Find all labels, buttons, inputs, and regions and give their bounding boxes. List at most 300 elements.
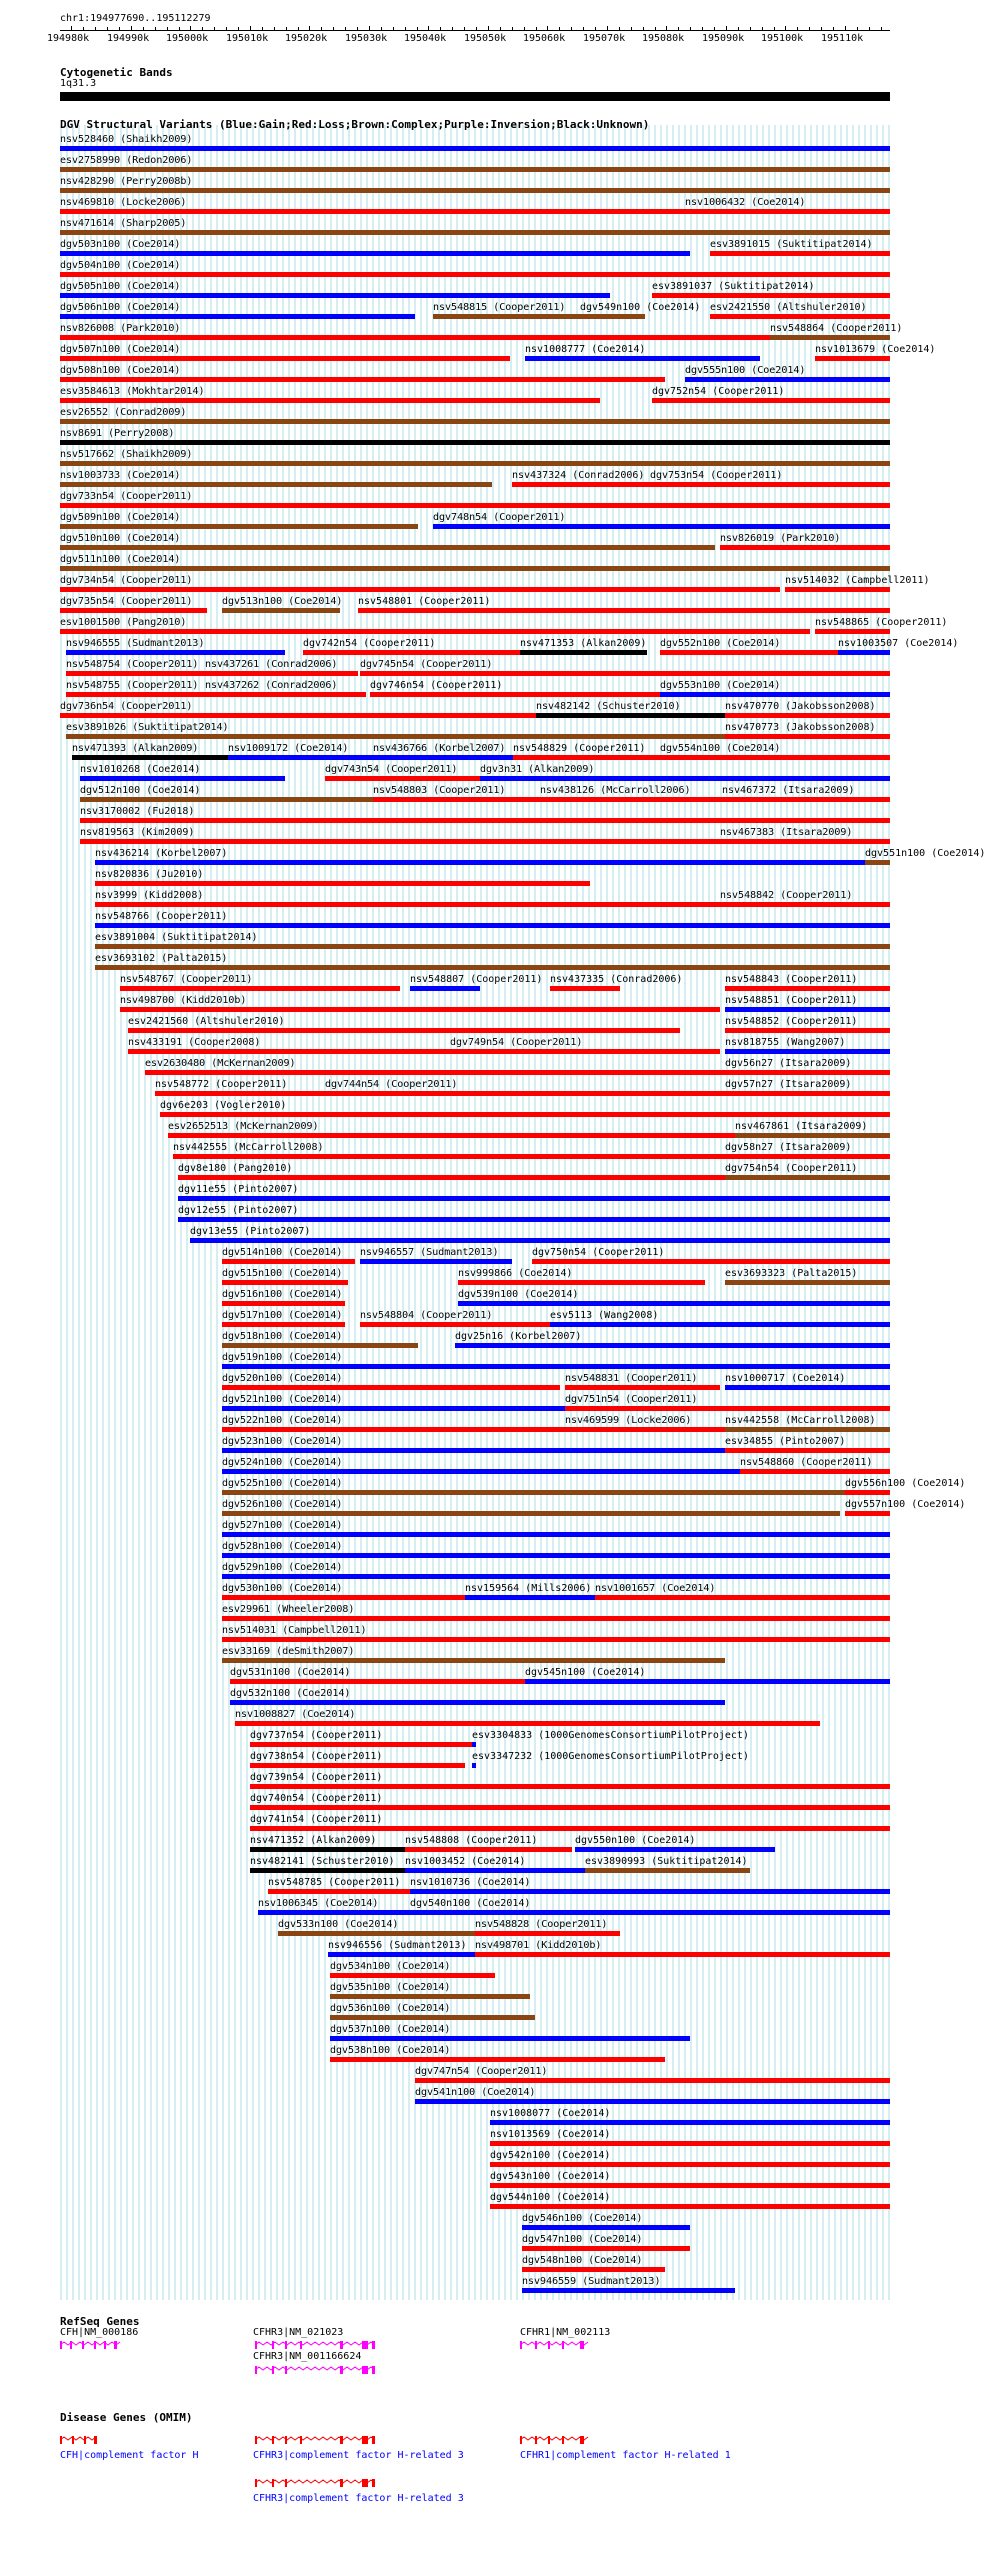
sv-feature-bar[interactable] [222, 1385, 560, 1390]
sv-feature-bar[interactable] [415, 2099, 890, 2104]
sv-feature-label[interactable]: nsv1009172 (Coe2014) [228, 743, 349, 754]
sv-feature-bar[interactable] [60, 440, 890, 445]
sv-feature-label[interactable]: nsv548804 (Cooper2011) [360, 1310, 493, 1321]
sv-feature-label[interactable]: nsv548842 (Cooper2011) [720, 890, 853, 901]
sv-feature-bar[interactable] [595, 1595, 890, 1600]
sv-feature-bar[interactable] [565, 1427, 725, 1432]
sv-feature-bar[interactable] [222, 1574, 890, 1579]
sv-feature-bar[interactable] [168, 1133, 735, 1138]
sv-feature-label[interactable]: esv2630480 (McKernan2009) [145, 1058, 296, 1069]
sv-feature-bar[interactable] [660, 692, 890, 697]
sv-feature-bar[interactable] [60, 419, 890, 424]
cytoband-bar[interactable] [60, 92, 890, 101]
sv-feature-label[interactable]: nsv1010736 (Coe2014) [410, 1877, 531, 1888]
sv-feature-bar[interactable] [720, 839, 890, 844]
sv-feature-bar[interactable] [178, 1196, 890, 1201]
sv-feature-label[interactable]: dgv750n54 (Cooper2011) [532, 1247, 665, 1258]
sv-feature-label[interactable]: dgv514n100 (Coe2014) [222, 1247, 343, 1258]
sv-feature-label[interactable]: dgv554n100 (Coe2014) [660, 743, 781, 754]
sv-feature-label[interactable]: nsv946559 (Sudmant2013) [522, 2276, 661, 2287]
sv-feature-label[interactable]: nsv437261 (Conrad2006) [205, 659, 338, 670]
sv-feature-label[interactable]: nsv548766 (Cooper2011) [95, 911, 228, 922]
sv-feature-label[interactable]: dgv524n100 (Coe2014) [222, 1457, 343, 1468]
sv-feature-bar[interactable] [66, 671, 205, 676]
sv-feature-label[interactable]: esv3347232 (1000GenomesConsortiumPilotProject) [472, 1751, 749, 1762]
sv-feature-bar[interactable] [250, 1784, 890, 1789]
sv-feature-bar[interactable] [540, 797, 722, 802]
sv-feature-bar[interactable] [95, 965, 890, 970]
sv-feature-bar[interactable] [95, 923, 890, 928]
sv-feature-bar[interactable] [60, 335, 770, 340]
sv-feature-bar[interactable] [725, 734, 890, 739]
sv-feature-label[interactable]: dgv526n100 (Coe2014) [222, 1499, 343, 1510]
sv-feature-bar[interactable] [405, 1847, 572, 1852]
sv-feature-label[interactable]: nsv826019 (Park2010) [720, 533, 841, 544]
sv-feature-label[interactable]: nsv548755 (Cooper2011) [66, 680, 199, 691]
sv-feature-label[interactable]: nsv819563 (Kim2009) [80, 827, 195, 838]
sv-feature-bar[interactable] [565, 1406, 890, 1411]
sv-feature-label[interactable]: nsv467383 (Itsara2009) [720, 827, 853, 838]
sv-feature-label[interactable]: esv33169 (deSmith2007) [222, 1646, 355, 1657]
sv-feature-label[interactable]: nsv1003452 (Coe2014) [405, 1856, 526, 1867]
sv-feature-label[interactable]: esv3693323 (Palta2015) [725, 1268, 858, 1279]
sv-feature-label[interactable]: nsv820836 (Ju2010) [95, 869, 204, 880]
sv-feature-bar[interactable] [95, 902, 720, 907]
sv-feature-bar[interactable] [725, 1427, 890, 1432]
sv-feature-label[interactable]: dgv549n100 (Coe2014) [580, 302, 701, 313]
sv-feature-label[interactable]: nsv548829 (Cooper2011) [513, 743, 646, 754]
sv-feature-bar[interactable] [550, 986, 620, 991]
sv-feature-label[interactable]: nsv482142 (Schuster2010) [536, 701, 681, 712]
sv-feature-bar[interactable] [205, 692, 366, 697]
sv-feature-bar[interactable] [145, 1070, 725, 1075]
sv-feature-label[interactable]: nsv442558 (McCarroll2008) [725, 1415, 876, 1426]
sv-feature-bar[interactable] [410, 1889, 890, 1894]
sv-feature-bar[interactable] [710, 314, 890, 319]
sv-feature-bar[interactable] [475, 1931, 620, 1936]
sv-feature-bar[interactable] [370, 692, 660, 697]
sv-feature-bar[interactable] [66, 650, 285, 655]
omim-gene-label[interactable]: CFHR3|complement factor H-related 3 [253, 2493, 464, 2504]
sv-feature-bar[interactable] [325, 1091, 725, 1096]
sv-feature-bar[interactable] [580, 314, 645, 319]
sv-feature-bar[interactable] [512, 482, 650, 487]
sv-feature-label[interactable]: nsv1001657 (Coe2014) [595, 1583, 716, 1594]
sv-feature-bar[interactable] [173, 1154, 725, 1159]
sv-feature-label[interactable]: dgv754n54 (Cooper2011) [725, 1163, 858, 1174]
sv-feature-label[interactable]: dgv541n100 (Coe2014) [415, 2087, 536, 2098]
sv-feature-label[interactable]: dgv523n100 (Coe2014) [222, 1436, 343, 1447]
sv-feature-bar[interactable] [722, 797, 890, 802]
sv-feature-bar[interactable] [120, 986, 400, 991]
sv-feature-label[interactable]: dgv511n100 (Coe2014) [60, 554, 181, 565]
sv-feature-label[interactable]: dgv551n100 (Coe2014) [865, 848, 985, 859]
sv-feature-label[interactable]: dgv539n100 (Coe2014) [458, 1289, 579, 1300]
sv-feature-bar[interactable] [80, 797, 373, 802]
sv-feature-label[interactable]: nsv548815 (Cooper2011) [433, 302, 566, 313]
sv-feature-bar[interactable] [128, 1028, 680, 1033]
sv-feature-bar[interactable] [60, 314, 415, 319]
sv-feature-label[interactable]: dgv546n100 (Coe2014) [522, 2213, 643, 2224]
sv-feature-label[interactable]: nsv437324 (Conrad2006) [512, 470, 645, 481]
sv-feature-bar[interactable] [433, 314, 580, 319]
sv-feature-label[interactable]: dgv550n100 (Coe2014) [575, 1835, 696, 1846]
sv-feature-label[interactable]: dgv743n54 (Cooper2011) [325, 764, 458, 775]
sv-feature-label[interactable]: dgv556n100 (Coe2014) [845, 1478, 966, 1489]
sv-feature-label[interactable]: nsv548808 (Cooper2011) [405, 1835, 538, 1846]
sv-feature-label[interactable]: nsv467861 (Itsara2009) [735, 1121, 868, 1132]
sv-feature-bar[interactable] [178, 1175, 725, 1180]
sv-feature-label[interactable]: nsv548831 (Cooper2011) [565, 1373, 698, 1384]
sv-feature-label[interactable]: dgv752n54 (Cooper2011) [652, 386, 785, 397]
sv-feature-bar[interactable] [490, 2162, 890, 2167]
sv-feature-label[interactable]: nsv471393 (Alkan2009) [72, 743, 199, 754]
sv-feature-bar[interactable] [433, 524, 890, 529]
sv-feature-bar[interactable] [725, 1154, 890, 1159]
sv-feature-bar[interactable] [720, 545, 890, 550]
sv-feature-bar[interactable] [60, 461, 890, 466]
sv-feature-bar[interactable] [815, 629, 890, 634]
sv-feature-bar[interactable] [725, 1049, 890, 1054]
sv-feature-bar[interactable] [845, 1490, 890, 1495]
sv-feature-label[interactable]: dgv552n100 (Coe2014) [660, 638, 781, 649]
sv-feature-bar[interactable] [268, 1889, 410, 1894]
sv-feature-bar[interactable] [410, 1910, 890, 1915]
sv-feature-bar[interactable] [120, 1007, 720, 1012]
sv-feature-label[interactable]: dgv530n100 (Coe2014) [222, 1583, 343, 1594]
sv-feature-label[interactable]: nsv470770 (Jakobsson2008) [725, 701, 876, 712]
sv-feature-bar[interactable] [128, 1049, 450, 1054]
sv-feature-label[interactable]: dgv513n100 (Coe2014) [222, 596, 343, 607]
sv-feature-label[interactable]: dgv741n54 (Cooper2011) [250, 1814, 383, 1825]
sv-feature-label[interactable]: dgv13e55 (Pinto2007) [190, 1226, 311, 1237]
sv-feature-bar[interactable] [710, 251, 890, 256]
sv-feature-bar[interactable] [60, 566, 890, 571]
sv-feature-bar[interactable] [650, 482, 890, 487]
sv-feature-label[interactable]: dgv737n54 (Cooper2011) [250, 1730, 383, 1741]
sv-feature-label[interactable]: dgv25n16 (Korbel2007) [455, 1331, 582, 1342]
sv-feature-label[interactable]: nsv514032 (Campbell2011) [785, 575, 930, 586]
sv-feature-label[interactable]: nsv548864 (Cooper2011) [770, 323, 903, 334]
sv-feature-label[interactable]: nsv946557 (Sudmant2013) [360, 1247, 499, 1258]
sv-feature-label[interactable]: dgv3n31 (Alkan2009) [480, 764, 595, 775]
sv-feature-bar[interactable] [95, 860, 865, 865]
sv-feature-label[interactable]: dgv8e180 (Pang2010) [178, 1163, 293, 1174]
sv-feature-bar[interactable] [480, 776, 890, 781]
sv-feature-bar[interactable] [770, 335, 890, 340]
sv-feature-label[interactable]: nsv482141 (Schuster2010) [250, 1856, 395, 1867]
sv-feature-label[interactable]: nsv548865 (Cooper2011) [815, 617, 948, 628]
sv-feature-bar[interactable] [222, 1301, 345, 1306]
sv-feature-label[interactable]: dgv12e55 (Pinto2007) [178, 1205, 299, 1216]
sv-feature-bar[interactable] [660, 755, 890, 760]
sv-feature-label[interactable]: dgv746n54 (Cooper2011) [370, 680, 503, 691]
sv-feature-bar[interactable] [522, 2288, 735, 2293]
sv-feature-label[interactable]: esv34855 (Pinto2007) [725, 1436, 846, 1447]
sv-feature-label[interactable]: nsv428290 (Perry2008b) [60, 176, 193, 187]
sv-feature-label[interactable]: nsv548860 (Cooper2011) [740, 1457, 873, 1468]
sv-feature-label[interactable]: dgv510n100 (Coe2014) [60, 533, 181, 544]
sv-feature-bar[interactable] [60, 587, 780, 592]
sv-feature-bar[interactable] [60, 167, 890, 172]
sv-feature-bar[interactable] [490, 2204, 890, 2209]
sv-feature-bar[interactable] [250, 1826, 890, 1831]
sv-feature-bar[interactable] [330, 2015, 535, 2020]
sv-feature-bar[interactable] [455, 1343, 890, 1348]
sv-feature-label[interactable]: dgv11e55 (Pinto2007) [178, 1184, 299, 1195]
sv-feature-label[interactable]: dgv57n27 (Itsara2009) [725, 1079, 852, 1090]
sv-feature-bar[interactable] [80, 839, 720, 844]
sv-feature-label[interactable]: nsv548754 (Cooper2011) [66, 659, 199, 670]
sv-feature-bar[interactable] [222, 1448, 725, 1453]
sv-feature-bar[interactable] [725, 1070, 890, 1075]
sv-feature-bar[interactable] [222, 1490, 845, 1495]
sv-feature-label[interactable]: nsv548851 (Cooper2011) [725, 995, 858, 1006]
sv-feature-bar[interactable] [328, 1952, 475, 1957]
sv-feature-bar[interactable] [95, 881, 590, 886]
sv-feature-label[interactable]: nsv1003733 (Coe2014) [60, 470, 181, 481]
sv-feature-bar[interactable] [525, 356, 760, 361]
sv-feature-label[interactable]: nsv548785 (Cooper2011) [268, 1877, 401, 1888]
sv-feature-label[interactable]: nsv946556 (Sudmant2013) [328, 1940, 467, 1951]
sv-feature-bar[interactable] [222, 1553, 890, 1558]
sv-feature-label[interactable]: dgv548n100 (Coe2014) [522, 2255, 643, 2266]
sv-feature-bar[interactable] [95, 944, 890, 949]
sv-feature-label[interactable]: esv3304833 (1000GenomesConsortiumPilotProject) [472, 1730, 749, 1741]
sv-feature-bar[interactable] [410, 986, 480, 991]
sv-feature-label[interactable]: dgv751n54 (Cooper2011) [565, 1394, 698, 1405]
sv-feature-label[interactable]: esv3693102 (Palta2015) [95, 953, 228, 964]
sv-feature-bar[interactable] [250, 1763, 465, 1768]
sv-feature-label[interactable]: esv2421550 (Altshuler2010) [710, 302, 867, 313]
sv-feature-label[interactable]: dgv536n100 (Coe2014) [330, 2003, 451, 2014]
sv-feature-label[interactable]: nsv437335 (Conrad2006) [550, 974, 683, 985]
sv-feature-bar[interactable] [358, 608, 890, 613]
sv-feature-bar[interactable] [155, 1091, 325, 1096]
sv-feature-bar[interactable] [725, 1091, 890, 1096]
sv-feature-label[interactable]: nsv548828 (Cooper2011) [475, 1919, 608, 1930]
sv-feature-label[interactable]: nsv498701 (Kidd2010b) [475, 1940, 602, 1951]
sv-feature-bar[interactable] [178, 1217, 890, 1222]
sv-feature-label[interactable]: nsv548852 (Cooper2011) [725, 1016, 858, 1027]
sv-feature-label[interactable]: nsv471352 (Alkan2009) [250, 1835, 377, 1846]
sv-feature-bar[interactable] [550, 1322, 890, 1327]
sv-feature-bar[interactable] [450, 1049, 720, 1054]
sv-feature-label[interactable]: dgv512n100 (Coe2014) [80, 785, 201, 796]
sv-feature-bar[interactable] [845, 1511, 890, 1516]
sv-feature-label[interactable]: nsv548801 (Cooper2011) [358, 596, 491, 607]
sv-feature-bar[interactable] [66, 734, 725, 739]
sv-feature-bar[interactable] [405, 1868, 585, 1873]
sv-feature-label[interactable]: dgv58n27 (Itsara2009) [725, 1142, 852, 1153]
sv-feature-bar[interactable] [222, 1259, 355, 1264]
sv-feature-bar[interactable] [685, 377, 890, 382]
sv-feature-label[interactable]: dgv531n100 (Coe2014) [230, 1667, 351, 1678]
sv-feature-bar[interactable] [360, 671, 890, 676]
sv-feature-bar[interactable] [522, 2246, 690, 2251]
sv-feature-label[interactable]: dgv748n54 (Cooper2011) [433, 512, 566, 523]
sv-feature-label[interactable]: nsv548807 (Cooper2011) [410, 974, 543, 985]
sv-feature-bar[interactable] [725, 1175, 890, 1180]
sv-feature-label[interactable]: dgv509n100 (Coe2014) [60, 512, 181, 523]
sv-feature-bar[interactable] [278, 1931, 475, 1936]
sv-feature-bar[interactable] [160, 1112, 890, 1117]
sv-feature-bar[interactable] [325, 776, 480, 781]
sv-feature-bar[interactable] [60, 356, 510, 361]
sv-feature-label[interactable]: esv3891037 (Suktitipat2014) [652, 281, 815, 292]
sv-feature-bar[interactable] [725, 1028, 890, 1033]
sv-feature-label[interactable]: dgv540n100 (Coe2014) [410, 1898, 531, 1909]
sv-feature-label[interactable]: dgv739n54 (Cooper2011) [250, 1772, 383, 1783]
sv-feature-bar[interactable] [222, 1469, 740, 1474]
sv-feature-bar[interactable] [725, 1448, 890, 1453]
sv-feature-label[interactable]: nsv999866 (Coe2014) [458, 1268, 573, 1279]
sv-feature-label[interactable]: esv3584613 (Mokhtar2014) [60, 386, 205, 397]
sv-feature-label[interactable]: dgv740n54 (Cooper2011) [250, 1793, 383, 1804]
sv-feature-label[interactable]: dgv747n54 (Cooper2011) [415, 2066, 548, 2077]
sv-feature-bar[interactable] [222, 1532, 890, 1537]
sv-feature-label[interactable]: dgv538n100 (Coe2014) [330, 2045, 451, 2056]
sv-feature-label[interactable]: dgv745n54 (Cooper2011) [360, 659, 493, 670]
omim-gene-label[interactable]: CFHR1|complement factor H-related 1 [520, 2450, 731, 2461]
sv-feature-bar[interactable] [360, 1322, 550, 1327]
sv-feature-label[interactable]: dgv535n100 (Coe2014) [330, 1982, 451, 1993]
sv-feature-label[interactable]: dgv733n54 (Cooper2011) [60, 491, 193, 502]
sv-feature-bar[interactable] [725, 1385, 890, 1390]
sv-feature-bar[interactable] [360, 1259, 512, 1264]
sv-feature-label[interactable]: nsv1008827 (Coe2014) [235, 1709, 356, 1720]
sv-feature-label[interactable]: esv3891015 (Suktitipat2014) [710, 239, 873, 250]
sv-feature-label[interactable]: dgv528n100 (Coe2014) [222, 1541, 343, 1552]
sv-feature-label[interactable]: nsv548803 (Cooper2011) [373, 785, 506, 796]
sv-feature-label[interactable]: esv2652513 (McKernan2009) [168, 1121, 319, 1132]
sv-feature-bar[interactable] [472, 1742, 476, 1747]
sv-feature-bar[interactable] [330, 2057, 665, 2062]
omim-gene-label[interactable]: CFHR3|complement factor H-related 3 [253, 2450, 464, 2461]
sv-feature-label[interactable]: nsv1013569 (Coe2014) [490, 2129, 611, 2140]
sv-feature-bar[interactable] [60, 545, 715, 550]
sv-feature-label[interactable]: nsv467372 (Itsara2009) [722, 785, 855, 796]
sv-feature-label[interactable]: dgv738n54 (Cooper2011) [250, 1751, 383, 1762]
sv-feature-bar[interactable] [475, 1952, 890, 1957]
sv-feature-label[interactable]: nsv469599 (Locke2006) [565, 1415, 692, 1426]
sv-feature-bar[interactable] [785, 587, 890, 592]
sv-feature-label[interactable]: dgv506n100 (Coe2014) [60, 302, 181, 313]
sv-feature-label[interactable]: dgv534n100 (Coe2014) [330, 1961, 451, 1972]
sv-feature-bar[interactable] [652, 398, 890, 403]
sv-feature-label[interactable]: dgv521n100 (Coe2014) [222, 1394, 343, 1405]
sv-feature-label[interactable]: dgv753n54 (Cooper2011) [650, 470, 783, 481]
sv-feature-label[interactable]: dgv507n100 (Coe2014) [60, 344, 181, 355]
sv-feature-bar[interactable] [303, 650, 520, 655]
sv-feature-label[interactable]: nsv470773 (Jakobsson2008) [725, 722, 876, 733]
sv-feature-label[interactable]: dgv545n100 (Coe2014) [525, 1667, 646, 1678]
sv-feature-label[interactable]: dgv515n100 (Coe2014) [222, 1268, 343, 1279]
sv-feature-bar[interactable] [258, 1910, 410, 1915]
sv-feature-label[interactable]: dgv544n100 (Coe2014) [490, 2192, 611, 2203]
sv-feature-label[interactable]: nsv1008777 (Coe2014) [525, 344, 646, 355]
sv-feature-label[interactable]: nsv1003507 (Coe2014) [838, 638, 959, 649]
sv-feature-label[interactable]: dgv555n100 (Coe2014) [685, 365, 806, 376]
sv-feature-label[interactable]: dgv529n100 (Coe2014) [222, 1562, 343, 1573]
sv-feature-label[interactable]: dgv736n54 (Cooper2011) [60, 701, 193, 712]
sv-feature-label[interactable]: esv2421560 (Altshuler2010) [128, 1016, 285, 1027]
sv-feature-label[interactable]: nsv3170002 (Fu2018) [80, 806, 195, 817]
sv-feature-label[interactable]: dgv56n27 (Itsara2009) [725, 1058, 852, 1069]
sv-feature-label[interactable]: dgv749n54 (Cooper2011) [450, 1037, 583, 1048]
sv-feature-label[interactable]: nsv826008 (Park2010) [60, 323, 181, 334]
sv-feature-bar[interactable] [532, 1259, 890, 1264]
sv-feature-label[interactable]: dgv503n100 (Coe2014) [60, 239, 181, 250]
sv-feature-bar[interactable] [222, 1511, 840, 1516]
sv-feature-bar[interactable] [222, 1637, 890, 1642]
sv-feature-bar[interactable] [740, 1469, 890, 1474]
refseq-gene-label[interactable]: CFHR1|NM_002113 [520, 2327, 611, 2338]
sv-feature-bar[interactable] [230, 1700, 725, 1705]
sv-feature-bar[interactable] [490, 2141, 890, 2146]
sv-feature-label[interactable]: nsv1000717 (Coe2014) [725, 1373, 846, 1384]
sv-feature-bar[interactable] [60, 713, 536, 718]
sv-feature-bar[interactable] [373, 755, 513, 760]
sv-feature-bar[interactable] [725, 713, 890, 718]
sv-feature-bar[interactable] [60, 398, 600, 403]
sv-feature-bar[interactable] [472, 1763, 476, 1768]
sv-feature-label[interactable]: dgv734n54 (Cooper2011) [60, 575, 193, 586]
sv-feature-label[interactable]: dgv557n100 (Coe2014) [845, 1499, 966, 1510]
sv-feature-bar[interactable] [725, 986, 890, 991]
sv-feature-label[interactable]: nsv528460 (Shaikh2009) [60, 134, 193, 145]
sv-feature-bar[interactable] [222, 1406, 565, 1411]
sv-feature-label[interactable]: dgv522n100 (Coe2014) [222, 1415, 343, 1426]
sv-feature-label[interactable]: dgv735n54 (Cooper2011) [60, 596, 193, 607]
sv-feature-bar[interactable] [222, 1343, 418, 1348]
sv-feature-label[interactable]: nsv469810 (Locke2006) [60, 197, 187, 208]
sv-feature-label[interactable]: dgv742n54 (Cooper2011) [303, 638, 436, 649]
refseq-gene-label[interactable]: CFHR3|NM_001166624 [253, 2351, 362, 2362]
sv-feature-label[interactable]: nsv442555 (McCarroll2008) [173, 1142, 324, 1153]
sv-feature-label[interactable]: dgv532n100 (Coe2014) [230, 1688, 351, 1699]
sv-feature-label[interactable]: esv29961 (Wheeler2008) [222, 1604, 355, 1615]
sv-feature-label[interactable]: esv3890993 (Suktitipat2014) [585, 1856, 748, 1867]
sv-feature-bar[interactable] [250, 1847, 405, 1852]
sv-feature-label[interactable]: dgv505n100 (Coe2014) [60, 281, 181, 292]
sv-feature-bar[interactable] [66, 692, 205, 697]
sv-feature-bar[interactable] [330, 1973, 495, 1978]
sv-feature-bar[interactable] [205, 671, 358, 676]
sv-feature-label[interactable]: nsv1013679 (Coe2014) [815, 344, 936, 355]
sv-feature-label[interactable]: dgv6e203 (Vogler2010) [160, 1100, 287, 1111]
sv-feature-label[interactable]: nsv548767 (Cooper2011) [120, 974, 253, 985]
sv-feature-bar[interactable] [222, 1616, 890, 1621]
sv-feature-label[interactable]: esv3891026 (Suktitipat2014) [66, 722, 229, 733]
omim-gene-label[interactable]: CFH|complement factor H [60, 2450, 199, 2461]
sv-feature-bar[interactable] [72, 755, 228, 760]
sv-feature-label[interactable]: esv26552 (Conrad2009) [60, 407, 187, 418]
sv-feature-label[interactable]: nsv433191 (Cooper2008) [128, 1037, 261, 1048]
sv-feature-label[interactable]: dgv525n100 (Coe2014) [222, 1478, 343, 1489]
sv-feature-bar[interactable] [735, 1133, 890, 1138]
sv-feature-label[interactable]: nsv946555 (Sudmant2013) [66, 638, 205, 649]
sv-feature-label[interactable]: dgv504n100 (Coe2014) [60, 260, 181, 271]
refseq-gene-label[interactable]: CFH|NM_000186 [60, 2327, 139, 2338]
sv-feature-bar[interactable] [652, 293, 890, 298]
sv-feature-label[interactable]: nsv471353 (Alkan2009) [520, 638, 647, 649]
sv-feature-label[interactable]: nsv1010268 (Coe2014) [80, 764, 201, 775]
sv-feature-bar[interactable] [222, 1658, 725, 1663]
sv-feature-label[interactable]: dgv543n100 (Coe2014) [490, 2171, 611, 2182]
sv-feature-bar[interactable] [60, 377, 665, 382]
refseq-gene-label[interactable]: CFHR3|NM_021023 [253, 2327, 344, 2338]
